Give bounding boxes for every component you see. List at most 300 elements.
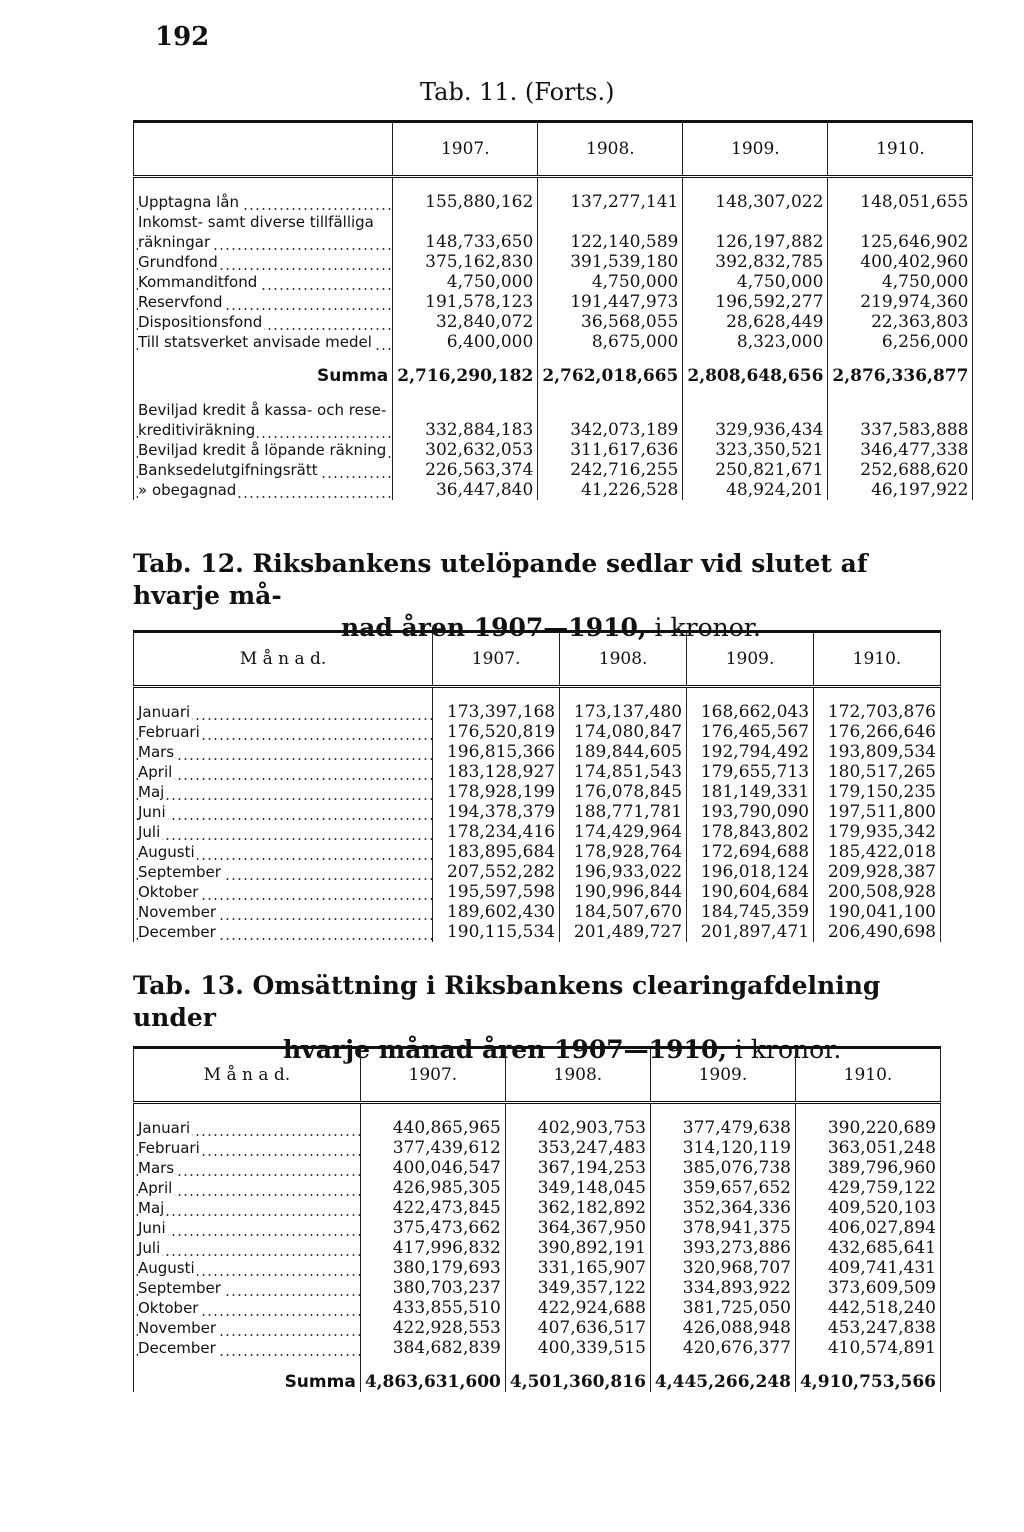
- table-row: [134, 1338, 941, 1358]
- tab12-cell: 201,489,727: [560, 922, 687, 942]
- table-row: [134, 1158, 941, 1178]
- tab11-cell: 148,733,650: [393, 232, 538, 252]
- tab13-year-1909: 1909.: [650, 1048, 795, 1103]
- tab11-row-label: Kommanditfond: [134, 272, 393, 292]
- table-row: [134, 192, 973, 212]
- tab13-row-label: Augusti: [134, 1258, 361, 1278]
- spacer-row: [134, 386, 973, 400]
- tab11-row-label: Beviljad kredit å kassa- och rese-: [134, 400, 393, 420]
- spacer-cell: [505, 1358, 650, 1372]
- tab13-cell: 406,027,894: [795, 1218, 940, 1238]
- table-row: [134, 1238, 941, 1258]
- tab11-cell: 137,277,141: [538, 192, 683, 212]
- tab13-cell: 407,636,517: [505, 1318, 650, 1338]
- tab13-row-label: Mars: [134, 1158, 361, 1178]
- tab12-row-label: Januari: [134, 702, 433, 722]
- spacer-cell: [828, 177, 973, 193]
- spacer-cell: [560, 687, 687, 703]
- tab12-cell: 178,928,764: [560, 842, 687, 862]
- tab11-year-1908: 1908.: [538, 122, 683, 177]
- tab11-cell: [393, 400, 538, 420]
- tab11-row-label: Inkomst- samt diverse tillfälliga: [134, 212, 393, 232]
- table-row: [134, 1298, 941, 1318]
- table-row: [134, 1178, 941, 1198]
- spacer-cell: [134, 1103, 361, 1119]
- tab12-month-header: M å n a d.: [134, 632, 433, 687]
- table-row: [134, 252, 973, 272]
- tab13-row-label: Februari: [134, 1138, 361, 1158]
- tab12-cell: 201,897,471: [687, 922, 814, 942]
- tab12-cell: 193,790,090: [687, 802, 814, 822]
- tab12-cell: 194,378,379: [433, 802, 560, 822]
- table-row: [134, 1218, 941, 1238]
- table-row: [134, 212, 973, 232]
- tab11-year-1910: 1910.: [828, 122, 973, 177]
- tab13-cell: 433,855,510: [360, 1298, 505, 1318]
- spacer-row: [134, 687, 941, 703]
- tab11-cell: 191,447,973: [538, 292, 683, 312]
- spacer-row: [134, 177, 973, 193]
- table-row: [134, 292, 973, 312]
- tab12-cell: 172,703,876: [814, 702, 941, 722]
- page-number: 192: [155, 22, 210, 52]
- tab13-cell: 363,051,248: [795, 1138, 940, 1158]
- tab12-cell: 190,996,844: [560, 882, 687, 902]
- table-row: [134, 762, 941, 782]
- tab11-cell: 375,162,830: [393, 252, 538, 272]
- tab12-cell: 195,597,598: [433, 882, 560, 902]
- tab13-cell: 352,364,336: [650, 1198, 795, 1218]
- tab13-cell: 420,676,377: [650, 1338, 795, 1358]
- tab11-cell: 4,750,000: [393, 272, 538, 292]
- tab11-cell: 337,583,888: [828, 420, 973, 440]
- spacer-cell: [795, 1358, 940, 1372]
- tab11-cell: 48,924,201: [683, 480, 828, 500]
- tab12-row-label: Mars: [134, 742, 433, 762]
- tab12-cell: 178,234,416: [433, 822, 560, 842]
- tab11-row-label: Dispositionsfond: [134, 312, 393, 332]
- tab12-cell: 178,928,199: [433, 782, 560, 802]
- tab13-cell: 334,893,922: [650, 1278, 795, 1298]
- tab12-cell: 179,150,235: [814, 782, 941, 802]
- tab13-cell: 453,247,838: [795, 1318, 940, 1338]
- tab11-cell: [393, 212, 538, 232]
- tab11-cell: 122,140,589: [538, 232, 683, 252]
- tab13-cell: 331,165,907: [505, 1258, 650, 1278]
- tab13-sum-label: Summa: [134, 1372, 361, 1392]
- spacer-cell: [134, 687, 433, 703]
- table-row: [134, 782, 941, 802]
- table-row: [134, 702, 941, 722]
- tab11-table: [133, 120, 973, 500]
- tab13-sum-cell: 4,445,266,248: [650, 1372, 795, 1392]
- tab13-cell: 429,759,122: [795, 1178, 940, 1198]
- tab12-cell: 181,149,331: [687, 782, 814, 802]
- tab13-cell: 380,179,693: [360, 1258, 505, 1278]
- tab12-row-label: April: [134, 762, 433, 782]
- tab12-row-label: Maj: [134, 782, 433, 802]
- table-row: [134, 420, 973, 440]
- tab13-row-label: Januari: [134, 1118, 361, 1138]
- tab11-cell: 250,821,671: [683, 460, 828, 480]
- tab11-cell: [683, 212, 828, 232]
- tab11-cell: 36,568,055: [538, 312, 683, 332]
- tab13-year-1910: 1910.: [795, 1048, 940, 1103]
- spacer-cell: [360, 1103, 505, 1119]
- tab12-cell: 178,843,802: [687, 822, 814, 842]
- tab13-cell: 349,357,122: [505, 1278, 650, 1298]
- table-row: [134, 272, 973, 292]
- tab12-cell: 176,078,845: [560, 782, 687, 802]
- tab12-cell: 183,895,684: [433, 842, 560, 862]
- tab12-row-label: September: [134, 862, 433, 882]
- tab13-sum-cell: 4,910,753,566: [795, 1372, 940, 1392]
- tab13-row-label: December: [134, 1338, 361, 1358]
- tab11-sum-cell: 2,716,290,182: [393, 366, 538, 386]
- tab11-cell: [538, 212, 683, 232]
- tab11-cell: 148,051,655: [828, 192, 973, 212]
- tab11-cell: 28,628,449: [683, 312, 828, 332]
- tab12-cell: 197,511,800: [814, 802, 941, 822]
- table-row: [134, 902, 941, 922]
- tab11-cell: 36,447,840: [393, 480, 538, 500]
- tab12-cell: 172,694,688: [687, 842, 814, 862]
- spacer-cell: [538, 352, 683, 366]
- tab11-cell: 125,646,902: [828, 232, 973, 252]
- tab11-cell: 323,350,521: [683, 440, 828, 460]
- tab12-cell: 179,935,342: [814, 822, 941, 842]
- tab11-cell: 329,936,434: [683, 420, 828, 440]
- tab13-cell: 377,439,612: [360, 1138, 505, 1158]
- tab13-cell: 410,574,891: [795, 1338, 940, 1358]
- tab11-cell: 400,402,960: [828, 252, 973, 272]
- tab12-cell: 190,604,684: [687, 882, 814, 902]
- tab13-cell: 377,479,638: [650, 1118, 795, 1138]
- table-row: [134, 802, 941, 822]
- tab13-cell: 409,741,431: [795, 1258, 940, 1278]
- tab11-cell: 4,750,000: [683, 272, 828, 292]
- tab13-cell: 364,367,950: [505, 1218, 650, 1238]
- tab13-cell: 320,968,707: [650, 1258, 795, 1278]
- spacer-cell: [505, 1103, 650, 1119]
- spacer-cell: [134, 177, 393, 193]
- spacer-row: [134, 1358, 941, 1372]
- spacer-cell: [828, 386, 973, 400]
- tab12-cell: 184,745,359: [687, 902, 814, 922]
- tab11-cell: 46,197,922: [828, 480, 973, 500]
- spacer-cell: [393, 352, 538, 366]
- tab11-row-label: » obegagnad: [134, 480, 393, 500]
- tab13-cell: 353,247,483: [505, 1138, 650, 1158]
- tab13-year-1908: 1908.: [505, 1048, 650, 1103]
- tab13-row-label: April: [134, 1178, 361, 1198]
- tab12-cell: 188,771,781: [560, 802, 687, 822]
- tab11-row-label: Till statsverket anvisade medel: [134, 332, 393, 352]
- tab12-cell: 185,422,018: [814, 842, 941, 862]
- tab11-cell: 4,750,000: [538, 272, 683, 292]
- tab11-cell: 22,363,803: [828, 312, 973, 332]
- table-row: [134, 400, 973, 420]
- tab13-cell: 402,903,753: [505, 1118, 650, 1138]
- tab13-cell: 314,120,119: [650, 1138, 795, 1158]
- tab11-sum-cell: 2,876,336,877: [828, 366, 973, 386]
- table-row: [134, 1138, 941, 1158]
- table-row: [134, 1318, 941, 1338]
- tab12-row-label: Juni: [134, 802, 433, 822]
- tab13-cell: 400,046,547: [360, 1158, 505, 1178]
- tab12-cell: 179,655,713: [687, 762, 814, 782]
- table-row: [134, 1118, 941, 1138]
- tab13-cell: 422,924,688: [505, 1298, 650, 1318]
- tab13-heading-unit: i kronor.: [726, 1035, 842, 1064]
- tab11-year-1907: 1907.: [393, 122, 538, 177]
- tab13-sum-cell: 4,501,360,816: [505, 1372, 650, 1392]
- tab12-cell: 192,794,492: [687, 742, 814, 762]
- tab11-header-label: [134, 122, 393, 177]
- tab12-cell: 174,429,964: [560, 822, 687, 842]
- tab12-cell: 196,815,366: [433, 742, 560, 762]
- tab11-year-1909: 1909.: [683, 122, 828, 177]
- table-row: [134, 1198, 941, 1218]
- tab13-year-1907: 1907.: [360, 1048, 505, 1103]
- tab12-cell: 173,397,168: [433, 702, 560, 722]
- tab12-cell: 189,844,605: [560, 742, 687, 762]
- table-row: [134, 460, 973, 480]
- spacer-cell: [538, 386, 683, 400]
- spacer-cell: [650, 1103, 795, 1119]
- tab11-cell: 126,197,882: [683, 232, 828, 252]
- tab11-sum-cell: 2,808,648,656: [683, 366, 828, 386]
- tab13-cell: 380,703,237: [360, 1278, 505, 1298]
- tab11-cell: 226,563,374: [393, 460, 538, 480]
- tab11-cell: 252,688,620: [828, 460, 973, 480]
- tab12-cell: 190,115,534: [433, 922, 560, 942]
- tab11-cell: 8,323,000: [683, 332, 828, 352]
- tab13-cell: 367,194,253: [505, 1158, 650, 1178]
- tab12-year-1909: 1909.: [687, 632, 814, 687]
- tab12-cell: 176,465,567: [687, 722, 814, 742]
- tab12-cell: 183,128,927: [433, 762, 560, 782]
- tab11-cell: 155,880,162: [393, 192, 538, 212]
- tab12-cell: 207,552,282: [433, 862, 560, 882]
- tab13-cell: 375,473,662: [360, 1218, 505, 1238]
- tab13-row-label: Juli: [134, 1238, 361, 1258]
- tab12-year-1907: 1907.: [433, 632, 560, 687]
- tab12-cell: 174,851,543: [560, 762, 687, 782]
- tab13-cell: 422,928,553: [360, 1318, 505, 1338]
- spacer-cell: [683, 386, 828, 400]
- table-row: [134, 440, 973, 460]
- table-row: [134, 822, 941, 842]
- spacer-cell: [828, 352, 973, 366]
- tab11-cell: 8,675,000: [538, 332, 683, 352]
- tab11-cell: 342,073,189: [538, 420, 683, 440]
- spacer-cell: [650, 1358, 795, 1372]
- tab13-row-label: September: [134, 1278, 361, 1298]
- tab13-cell: 422,473,845: [360, 1198, 505, 1218]
- spacer-cell: [433, 687, 560, 703]
- tab13-cell: 378,941,375: [650, 1218, 795, 1238]
- tab11-row-label: kreditiviräkning: [134, 420, 393, 440]
- spacer-cell: [683, 177, 828, 193]
- tab11-header-row: [134, 122, 973, 177]
- tab12-cell: 193,809,534: [814, 742, 941, 762]
- tab13-cell: 409,520,103: [795, 1198, 940, 1218]
- tab11-cell: 32,840,072: [393, 312, 538, 332]
- tab13-heading-line1: Tab. 13. Omsättning i Riksbankens clearingafdelning under: [133, 971, 881, 1032]
- tab11-cell: 302,632,053: [393, 440, 538, 460]
- tab13-table: [133, 1046, 941, 1392]
- tab12-row-label: November: [134, 902, 433, 922]
- tab12-cell: 196,018,124: [687, 862, 814, 882]
- tab12-year-1908: 1908.: [560, 632, 687, 687]
- tab12-heading-years: nad åren 1907—1910,: [341, 613, 647, 642]
- tab12-cell: 189,602,430: [433, 902, 560, 922]
- tab11-cell: 392,832,785: [683, 252, 828, 272]
- tab13-heading-years: hvarje månad åren 1907—1910,: [283, 1035, 727, 1064]
- tab13-row-label: Juni: [134, 1218, 361, 1238]
- tab11-body: [134, 177, 973, 501]
- table-row: [134, 722, 941, 742]
- table-row: [134, 480, 973, 500]
- tab12-cell: 200,508,928: [814, 882, 941, 902]
- tab13-cell: 426,985,305: [360, 1178, 505, 1198]
- spacer-cell: [360, 1358, 505, 1372]
- tab12-cell: 176,520,819: [433, 722, 560, 742]
- tab12-cell: 180,517,265: [814, 762, 941, 782]
- tab13-cell: 400,339,515: [505, 1338, 650, 1358]
- spacer-cell: [134, 386, 393, 400]
- table-row: [134, 1258, 941, 1278]
- spacer-cell: [393, 386, 538, 400]
- tab11-row-label: Banksedelutgifningsrätt: [134, 460, 393, 480]
- tab11-row-label: Reservfond: [134, 292, 393, 312]
- table-row: [134, 232, 973, 252]
- tab13-cell: 362,182,892: [505, 1198, 650, 1218]
- tab12-row-label: Oktober: [134, 882, 433, 902]
- tab12-cell: 196,933,022: [560, 862, 687, 882]
- tab13-cell: 393,273,886: [650, 1238, 795, 1258]
- tab12-row-label: December: [134, 922, 433, 942]
- tab13-row-label: November: [134, 1318, 361, 1338]
- tab13-cell: 389,796,960: [795, 1158, 940, 1178]
- tab11-cell: 6,256,000: [828, 332, 973, 352]
- tab11-cell: 391,539,180: [538, 252, 683, 272]
- spacer-row: [134, 352, 973, 366]
- table-row: [134, 742, 941, 762]
- tab12-row-label: Juli: [134, 822, 433, 842]
- tab13-sum-row: [134, 1372, 941, 1392]
- spacer-cell: [393, 177, 538, 193]
- spacer-cell: [134, 1358, 361, 1372]
- tab11-row-label: Upptagna lån: [134, 192, 393, 212]
- tab11-cell: 346,477,338: [828, 440, 973, 460]
- tab13-cell: 384,682,839: [360, 1338, 505, 1358]
- tab13-cell: 373,609,509: [795, 1278, 940, 1298]
- tab13-cell: 417,996,832: [360, 1238, 505, 1258]
- tab11-cell: 311,617,636: [538, 440, 683, 460]
- spacer-cell: [814, 687, 941, 703]
- table-row: [134, 842, 941, 862]
- tab11-row-label: Beviljad kredit å löpande räkning: [134, 440, 393, 460]
- tab11-cell: 6,400,000: [393, 332, 538, 352]
- tab13-month-header: M å n a d.: [134, 1048, 361, 1103]
- tab13-cell: 385,076,738: [650, 1158, 795, 1178]
- tab11-cell: 148,307,022: [683, 192, 828, 212]
- tab13-cell: 440,865,965: [360, 1118, 505, 1138]
- tab13-cell: 442,518,240: [795, 1298, 940, 1318]
- tab11-row-label: räkningar: [134, 232, 393, 252]
- tab12-cell: 190,041,100: [814, 902, 941, 922]
- tab12-heading-line1: Tab. 12. Riksbankens utelöpande sedlar vid slutet af hvarje må-: [133, 549, 868, 610]
- tab13-row-label: Maj: [134, 1198, 361, 1218]
- tab13-cell: 359,657,652: [650, 1178, 795, 1198]
- table-row: [134, 862, 941, 882]
- table-row: [134, 332, 973, 352]
- tab11-cell: [683, 400, 828, 420]
- tab12-year-1910: 1910.: [814, 632, 941, 687]
- tab13-cell: 349,148,045: [505, 1178, 650, 1198]
- spacer-cell: [795, 1103, 940, 1119]
- tab12-cell: 184,507,670: [560, 902, 687, 922]
- tab13-cell: 426,088,948: [650, 1318, 795, 1338]
- table-row: [134, 312, 973, 332]
- tab11-cell: 41,226,528: [538, 480, 683, 500]
- tab11-sum-cell: 2,762,018,665: [538, 366, 683, 386]
- tab13-cell: 390,892,191: [505, 1238, 650, 1258]
- tab12-heading-unit: i kronor.: [646, 613, 761, 642]
- tab12-body: [134, 687, 941, 943]
- tab11-cell: 332,884,183: [393, 420, 538, 440]
- spacer-cell: [683, 352, 828, 366]
- tab11-cell: [828, 400, 973, 420]
- tab13-body: [134, 1103, 941, 1393]
- tab11-sum-label: Summa: [134, 366, 393, 386]
- tab11-cell: 242,716,255: [538, 460, 683, 480]
- tab12-cell: 174,080,847: [560, 722, 687, 742]
- tab11-title: Tab. 11. (Forts.): [420, 78, 615, 106]
- table-row: [134, 922, 941, 942]
- tab11-sum-row: [134, 366, 973, 386]
- tab12-row-label: Augusti: [134, 842, 433, 862]
- tab11-cell: 191,578,123: [393, 292, 538, 312]
- table-row: [134, 882, 941, 902]
- spacer-cell: [134, 352, 393, 366]
- tab11-cell: [828, 212, 973, 232]
- tab11-cell: 219,974,360: [828, 292, 973, 312]
- tab11-cell: 4,750,000: [828, 272, 973, 292]
- tab11-row-label: Grundfond: [134, 252, 393, 272]
- spacer-row: [134, 1103, 941, 1119]
- tab13-sum-cell: 4,863,631,600: [360, 1372, 505, 1392]
- tab13-header-row: [134, 1048, 941, 1103]
- tab12-row-label: Februari: [134, 722, 433, 742]
- tab13-cell: 390,220,689: [795, 1118, 940, 1138]
- spacer-cell: [538, 177, 683, 193]
- tab12-cell: 176,266,646: [814, 722, 941, 742]
- tab12-cell: 168,662,043: [687, 702, 814, 722]
- tab12-cell: 173,137,480: [560, 702, 687, 722]
- tab12-table: [133, 630, 941, 942]
- tab12-cell: 206,490,698: [814, 922, 941, 942]
- tab13-cell: 381,725,050: [650, 1298, 795, 1318]
- tab13-row-label: Oktober: [134, 1298, 361, 1318]
- table-row: [134, 1278, 941, 1298]
- spacer-cell: [687, 687, 814, 703]
- tab11-cell: 196,592,277: [683, 292, 828, 312]
- tab12-header-row: [134, 632, 941, 687]
- tab11-cell: [538, 400, 683, 420]
